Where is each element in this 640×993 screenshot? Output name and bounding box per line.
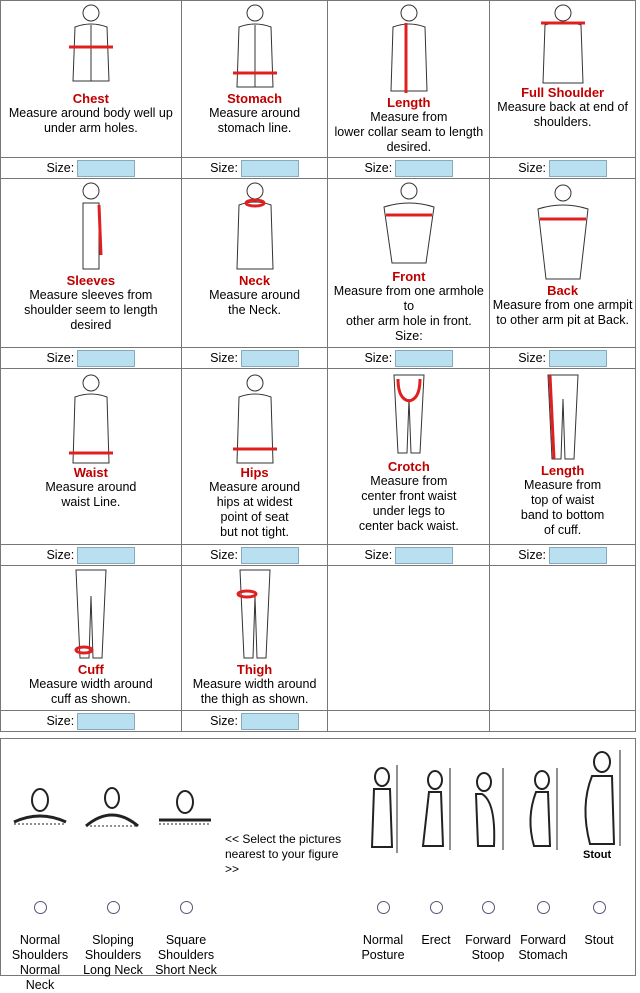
size-row-cell: [490, 348, 636, 369]
stomach-size-input[interactable]: [241, 160, 299, 177]
measure-desc: Measure around hips at widest point of seat but not tight.: [209, 480, 301, 539]
size-row-cell: [1, 158, 182, 179]
measure-cuff: [1, 566, 182, 711]
measure-chest: [1, 1, 182, 158]
empty-cell: [328, 711, 490, 732]
size-label: Size:: [46, 713, 75, 728]
size-label: Size:: [210, 713, 238, 728]
option-label: Sloping Shoulders Long Neck: [83, 933, 143, 977]
measure-desc: Measure from one armhole to other arm hole in front. Size:: [333, 284, 484, 343]
thigh-size-input[interactable]: [241, 713, 299, 730]
forward-stoop-figure-image: [470, 768, 506, 852]
measure-title: Waist: [73, 465, 108, 480]
erect-posture-figure-image: [417, 768, 453, 852]
measure-waist: [1, 369, 182, 545]
normal-shoulders-radio[interactable]: [34, 901, 47, 914]
cuff-size-input[interactable]: [77, 713, 135, 730]
chest-size-input[interactable]: [77, 160, 135, 177]
measure-desc: Measure from top of waist band to bottom of cuff.: [520, 478, 605, 537]
measure-hips: [181, 369, 328, 545]
posture-option-stout[interactable]: [578, 886, 620, 948]
neck-figure-image: [225, 179, 285, 273]
option-label: Erect: [421, 933, 451, 947]
forward-stomach-figure-image: [524, 768, 560, 852]
normal-posture-radio[interactable]: [377, 901, 390, 914]
measure-full-shoulder: [490, 1, 636, 158]
size-label: Size:: [518, 547, 546, 562]
size-row-cell: [490, 158, 636, 179]
size-row-cell: [490, 545, 636, 566]
measure-desc: Measure sleeves from shoulder seem to length desired: [24, 288, 158, 332]
sleeves-size-input[interactable]: [77, 350, 135, 367]
chest-figure-image: [61, 1, 121, 91]
size-row-cell: [1, 711, 182, 732]
size-row-cell: [181, 545, 328, 566]
cuff-figure-image: [56, 566, 126, 662]
posture-option-normal[interactable]: [355, 886, 411, 963]
option-label: Square Shoulders Short Neck: [155, 933, 217, 977]
measure-title: Length: [540, 463, 585, 478]
sloping-shoulders-radio[interactable]: [107, 901, 120, 914]
sleeves-figure-image: [61, 179, 121, 273]
pant-length-figure-image: [528, 369, 598, 463]
option-label: Normal Shoulders Normal Neck: [11, 933, 69, 992]
normal-shoulders-figure-image: [10, 786, 70, 836]
size-row-cell: [181, 711, 328, 732]
measure-thigh: [181, 566, 328, 711]
front-size-input[interactable]: [395, 350, 453, 367]
shoulder-option-normal[interactable]: [6, 886, 74, 993]
neck-size-input[interactable]: [241, 350, 299, 367]
posture-option-forward-stoop[interactable]: [462, 886, 514, 963]
stout-figure-image: [578, 748, 624, 848]
hips-figure-image: [225, 369, 285, 465]
size-row-cell: [328, 348, 490, 369]
size-label: Size:: [46, 547, 75, 562]
measure-desc: Measure width around cuff as shown.: [29, 677, 153, 706]
size-row-cell: [181, 348, 328, 369]
erect-radio[interactable]: [430, 901, 443, 914]
sloping-shoulders-figure-image: [82, 786, 142, 836]
measure-desc: Measure around body well up under arm holes.: [8, 106, 173, 135]
size-label: Size:: [364, 350, 393, 365]
measure-desc: Measure around stomach line.: [209, 106, 301, 135]
waist-size-input[interactable]: [77, 547, 135, 564]
size-label: Size:: [46, 350, 75, 365]
measure-title: Back: [547, 283, 579, 298]
measure-desc: Measure around waist Line.: [45, 480, 137, 509]
empty-cell: [490, 711, 636, 732]
measure-neck: [181, 179, 328, 348]
shoulder-option-sloping[interactable]: [78, 886, 148, 978]
measure-desc: Measure from center front waist under legs to center back waist.: [358, 474, 459, 533]
measure-title: Crotch: [387, 459, 430, 474]
forward-stoop-radio[interactable]: [482, 901, 495, 914]
empty-cell: [328, 566, 490, 711]
select-hint: << Select the pictures nearest to your figure >>: [225, 832, 342, 876]
size-label: Size:: [518, 160, 546, 175]
measure-desc: Measure from one armpit to other arm pit at Back.: [492, 298, 633, 327]
full-shoulder-size-input[interactable]: [549, 160, 607, 177]
measure-desc: Measure from lower collar seam to length desired.: [334, 110, 484, 154]
waist-figure-image: [61, 369, 121, 465]
pant-length-size-input[interactable]: [549, 547, 607, 564]
square-shoulders-radio[interactable]: [180, 901, 193, 914]
measure-title: Hips: [240, 465, 269, 480]
size-row-cell: [328, 545, 490, 566]
measure-desc: Measure back at end of shoulders.: [497, 100, 628, 129]
size-label: Size:: [364, 547, 393, 562]
back-figure-image: [528, 179, 598, 283]
size-label: Size:: [210, 350, 238, 365]
measure-title: Neck: [239, 273, 271, 288]
size-row-cell: [328, 158, 490, 179]
measure-title: Cuff: [77, 662, 104, 677]
measure-desc: Measure width around the thigh as shown.: [192, 677, 317, 706]
size-row-cell: [1, 348, 182, 369]
option-label: Forward Stomach: [518, 933, 568, 962]
measure-crotch: [328, 369, 490, 545]
square-shoulders-figure-image: [155, 786, 215, 836]
size-row-cell: [1, 545, 182, 566]
back-size-input[interactable]: [549, 350, 607, 367]
measure-title: Sleeves: [66, 273, 116, 288]
posture-option-forward-stomach[interactable]: [515, 886, 571, 963]
measure-stomach: [181, 1, 328, 158]
size-label: Size:: [364, 160, 393, 175]
measure-title: Length: [387, 95, 431, 110]
normal-posture-figure-image: [364, 765, 400, 855]
stout-caption: Stout: [583, 849, 612, 861]
measure-title: Stomach: [227, 91, 283, 106]
size-label: Size:: [518, 350, 546, 365]
measure-title: Full Shoulder: [521, 85, 605, 100]
front-figure-image: [374, 179, 444, 269]
length-size-input[interactable]: [395, 160, 453, 177]
option-label: Forward Stoop: [465, 933, 511, 962]
stout-radio[interactable]: [593, 901, 606, 914]
empty-cell: [490, 566, 636, 711]
option-label: Stout: [584, 933, 614, 947]
crotch-size-input[interactable]: [395, 547, 453, 564]
thigh-figure-image: [220, 566, 290, 662]
size-label: Size:: [210, 547, 238, 562]
length-figure-image: [379, 1, 439, 95]
measure-length: [328, 1, 490, 158]
measure-sleeves: [1, 179, 182, 348]
full-shoulder-figure-image: [533, 1, 593, 85]
shoulder-option-square[interactable]: [151, 886, 221, 978]
forward-stomach-radio[interactable]: [537, 901, 550, 914]
measure-title: Chest: [72, 91, 109, 106]
crotch-figure-image: [374, 369, 444, 459]
posture-option-erect[interactable]: [414, 886, 458, 948]
hips-size-input[interactable]: [241, 547, 299, 564]
size-label: Size:: [210, 160, 238, 175]
measure-back: [490, 179, 636, 348]
measure-title: Front: [392, 269, 426, 284]
measure-title: Thigh: [236, 662, 273, 677]
measure-front: [328, 179, 490, 348]
measure-desc: Measure around the Neck.: [209, 288, 301, 317]
size-label: Size:: [46, 160, 75, 175]
measure-pant-length: [490, 369, 636, 545]
size-row-cell: [181, 158, 328, 179]
stomach-figure-image: [225, 1, 285, 91]
option-label: Normal Posture: [361, 933, 405, 962]
